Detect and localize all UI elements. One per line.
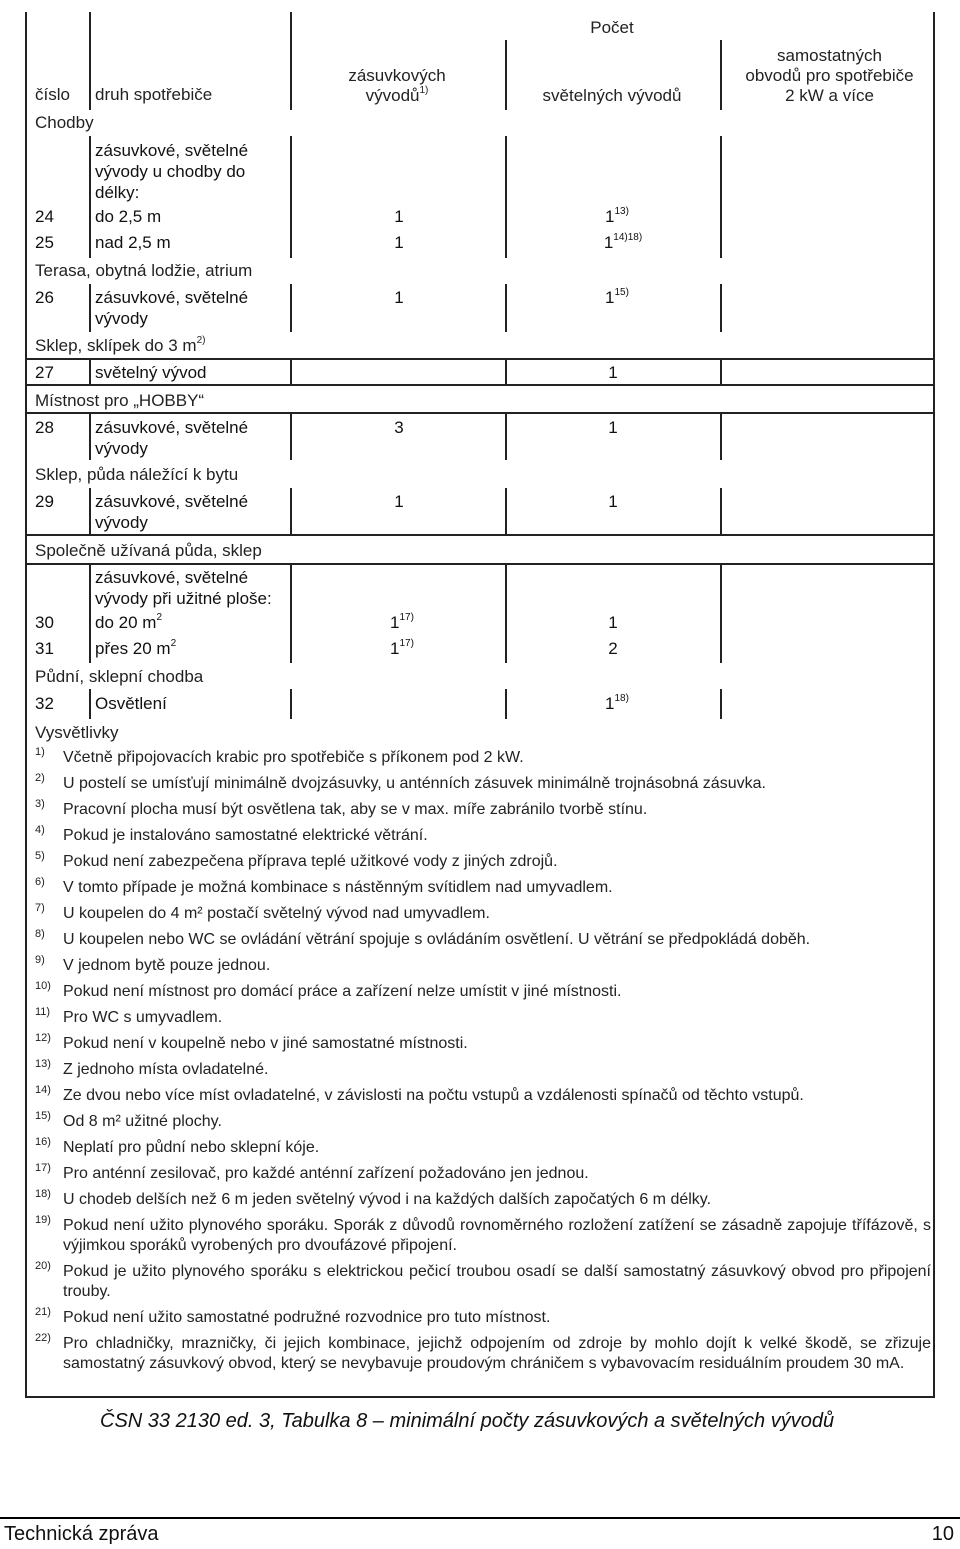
section-chodby: Chodby xyxy=(35,113,94,132)
col-divider xyxy=(505,284,507,332)
row-28-number: 28 xyxy=(35,418,54,437)
note-number: 18) xyxy=(35,1188,51,1200)
header-cislo: číslo xyxy=(35,85,70,104)
note-number: 7) xyxy=(35,902,45,914)
header-zasuvkovych-line2 xyxy=(327,86,467,106)
row-divider xyxy=(27,358,933,360)
col-divider xyxy=(505,136,507,258)
row-24-svetelne xyxy=(597,206,637,227)
note-text: V tomto případe je možná kombinace s nástěnným svítidlem nad umyvadlem. xyxy=(63,879,613,896)
spolecne-intro: zásuvkové, světelné vývody při užitné ploše: xyxy=(95,568,272,608)
col-divider xyxy=(505,358,507,384)
row-30-desc-text: do 20 m xyxy=(95,613,157,632)
note-text: Od 8 m² užitné plochy. xyxy=(63,1113,222,1130)
note-text: Pokud není užito samostatné podružné rozvodnice pro tuto místnost. xyxy=(63,1309,551,1326)
row-divider xyxy=(27,412,933,414)
row-31-zasuvkove-value: 1 xyxy=(390,639,400,658)
row-26-number: 26 xyxy=(35,288,54,307)
chodby-intro: zásuvkové, světelné vývody u chodby do délky: xyxy=(95,141,249,202)
note-number: 12) xyxy=(35,1032,51,1044)
col-divider xyxy=(505,412,507,460)
note-number: 1) xyxy=(35,746,45,758)
header-samostatnych-3: 2 kW a více xyxy=(785,86,874,105)
row-divider xyxy=(27,534,933,536)
row-30-number: 30 xyxy=(35,613,54,632)
page-number: 10 xyxy=(931,1523,954,1545)
row-30-zasuvkove xyxy=(382,612,422,633)
col-divider xyxy=(505,563,507,663)
col-divider xyxy=(89,358,91,384)
note-text: V jednom bytě pouze jednou. xyxy=(63,957,271,974)
header-zasuvkovych-line1: zásuvkových xyxy=(348,66,446,85)
col-divider xyxy=(720,284,722,332)
row-31-svetelne: 2 xyxy=(608,639,618,658)
note-text: Pokud není užito plynového sporáku. Sporák z důvodů rovnoměrného rozložení zatížení se zásadně zapojuje třífázově, s výjimkou sporáků vyrobených pro dvoufázové připojení. xyxy=(63,1217,931,1254)
row-29-desc: zásuvkové, světelné vývody xyxy=(95,492,249,532)
note-text: Pokud není zabezpečena příprava teplé užitkové vody z jiných zdrojů. xyxy=(63,853,558,870)
col-divider xyxy=(89,12,91,110)
row-24-zasuvkove: 1 xyxy=(394,207,404,226)
row-28-desc: zásuvkové, světelné vývody xyxy=(95,418,249,458)
row-31-desc xyxy=(95,638,291,659)
row-32-number: 32 xyxy=(35,694,54,713)
col-divider xyxy=(89,488,91,534)
note-text: U koupelen nebo WC se ovládání větrání spojuje s ovládáním osvětlení. U větrání se předpokládá doběh. xyxy=(63,931,811,948)
section-pudni: Půdní, sklepní chodba xyxy=(35,667,204,686)
row-divider xyxy=(27,384,933,386)
row-27-desc: světelný vývod xyxy=(95,363,207,382)
note-text: Pokud je užito plynového sporáku s elektrickou pečicí troubou osadí se další samostatný zásuvkový obvod pro připojení trouby. xyxy=(63,1263,931,1300)
header-samostatnych xyxy=(727,46,932,106)
header-druh: druh spotřebiče xyxy=(95,85,213,104)
row-25-zasuvkove: 1 xyxy=(394,233,404,252)
col-divider xyxy=(89,284,91,332)
row-32-desc: Osvětlení xyxy=(95,694,167,713)
row-30-svetelne: 1 xyxy=(608,613,618,632)
col-divider xyxy=(720,689,722,719)
requirements-table xyxy=(25,12,935,1398)
row-29-zasuvkove: 1 xyxy=(394,492,404,511)
row-27-number: 27 xyxy=(35,363,54,382)
col-divider xyxy=(720,488,722,534)
row-25-svetelne-sup: 14)18) xyxy=(613,232,643,243)
row-26-svetelne-sup: 15) xyxy=(614,287,629,298)
section-spolecne: Společně užívaná půda, sklep xyxy=(35,541,262,560)
header-pocet: Počet xyxy=(590,18,634,37)
note-number: 22) xyxy=(35,1332,51,1344)
row-25-svetelne xyxy=(593,232,653,253)
col-divider xyxy=(89,689,91,719)
row-24-svetelne-value: 1 xyxy=(605,207,615,226)
note-number: 4) xyxy=(35,824,45,836)
row-32-svetelne-value: 1 xyxy=(605,694,615,713)
note-number: 5) xyxy=(35,850,45,862)
header-samostatnych-2: obvodů pro spotřebiče xyxy=(745,66,914,85)
row-26-svetelne-value: 1 xyxy=(605,288,615,307)
note-text: Pokud je instalováno samostatné elektrické větrání. xyxy=(63,827,428,844)
note-number: 9) xyxy=(35,954,45,966)
col-divider xyxy=(720,40,722,110)
footer-title: Technická zpráva xyxy=(4,1523,159,1545)
row-29-number: 29 xyxy=(35,492,54,511)
row-31-desc-text: přes 20 m xyxy=(95,639,171,658)
section-terasa: Terasa, obytná lodžie, atrium xyxy=(35,261,253,280)
note-number: 11) xyxy=(35,1006,51,1018)
row-26-svetelne xyxy=(597,287,637,308)
row-31-zasuvkove-sup: 17) xyxy=(399,638,414,649)
header-svetelnych: světelných vývodů xyxy=(542,86,682,105)
note-text: Včetně připojovacích krabic pro spotřebiče s příkonem pod 2 kW. xyxy=(63,749,524,766)
note-number: 15) xyxy=(35,1110,51,1122)
section-sklep-sup: 2) xyxy=(196,335,206,346)
note-number: 16) xyxy=(35,1136,51,1148)
note-number: 8) xyxy=(35,928,45,940)
section-puda: Sklep, půda náležící k bytu xyxy=(35,465,239,484)
header-zasuvkovych xyxy=(327,66,467,106)
row-32-svetelne-sup: 18) xyxy=(614,693,629,704)
note-text: Neplatí pro půdní nebo sklepní kóje. xyxy=(63,1139,320,1156)
col-divider xyxy=(505,689,507,719)
row-30-desc-sup: 2 xyxy=(156,612,162,623)
note-number: 2) xyxy=(35,772,45,784)
row-31-zasuvkove xyxy=(382,638,422,659)
row-32-svetelne xyxy=(597,693,637,714)
note-text: Pro anténní zesilovač, pro každé anténní zařízení požadováno jen jednou. xyxy=(63,1165,589,1182)
note-number: 13) xyxy=(35,1058,51,1070)
row-30-zasuvkove-value: 1 xyxy=(390,613,400,632)
note-number: 17) xyxy=(35,1162,51,1174)
row-24-number: 24 xyxy=(35,207,54,226)
note-text: Z jednoho místa ovladatelné. xyxy=(63,1061,269,1078)
note-number: 6) xyxy=(35,876,45,888)
row-31-desc-sup: 2 xyxy=(170,638,177,649)
table-caption: ČSN 33 2130 ed. 3, Tabulka 8 – minimální počty zásuvkových a světelných vývodů xyxy=(100,1410,835,1432)
footer-divider xyxy=(0,1517,960,1519)
row-24-desc: do 2,5 m xyxy=(95,207,162,226)
row-31-number: 31 xyxy=(35,639,54,658)
row-28-svetelne: 1 xyxy=(608,418,618,437)
col-divider xyxy=(89,136,91,258)
col-divider xyxy=(89,563,91,663)
row-divider xyxy=(27,563,933,565)
row-24-svetelne-sup: 13) xyxy=(614,206,629,217)
section-hobby: Místnost pro „HOBBY“ xyxy=(35,391,205,410)
section-sklep-text: Sklep, sklípek do 3 m xyxy=(35,336,197,355)
note-number: 14) xyxy=(35,1084,51,1096)
note-number: 3) xyxy=(35,798,45,810)
row-25-svetelne-value: 1 xyxy=(603,233,614,252)
notes-title: Vysvětlivky xyxy=(35,723,119,742)
note-text: Pokud není místnost pro domácí práce a zařízení nelze umístit v jiné místnosti. xyxy=(63,983,622,1000)
header-vyvodu-sup: 1) xyxy=(419,85,429,96)
note-text: U koupelen do 4 m² postačí světelný vývod nad umyvadlem. xyxy=(63,905,490,922)
col-divider xyxy=(720,563,722,663)
col-divider xyxy=(720,412,722,460)
note-text: U postelí se umísťují minimálně dvojzásuvky, u anténních zásuvek minimálně trojnásobná zásuvka. xyxy=(63,775,766,792)
header-vyvodu: vývodů xyxy=(365,86,420,105)
note-number: 19) xyxy=(35,1214,51,1226)
col-divider xyxy=(720,136,722,258)
row-26-desc: zásuvkové, světelné vývody xyxy=(95,288,249,328)
col-divider xyxy=(720,358,722,384)
note-text: Pracovní plocha musí být osvětlena tak, aby se v max. míře zabránilo tvorbě stínu. xyxy=(63,801,648,818)
row-27-svetelne: 1 xyxy=(608,363,618,382)
row-30-desc xyxy=(95,612,291,633)
note-text: Pro chladničky, mrazničky, či jejich kombinace, jejichž odpojením od zdroje by mohlo dojít k velké škodě, se zřizuje samostatný zásuvkový obvod, který se nevybavuje proudovým chráničem s vybavovacím residuálním proudem 30 mA. xyxy=(63,1335,931,1372)
note-number: 10) xyxy=(35,980,51,992)
row-25-number: 25 xyxy=(35,233,54,252)
col-divider xyxy=(89,412,91,460)
note-text: Pokud není v koupelně nebo v jiné samostatné místnosti. xyxy=(63,1035,468,1052)
row-26-zasuvkove: 1 xyxy=(394,288,404,307)
header-samostatnych-1: samostatných xyxy=(777,46,882,65)
col-divider xyxy=(505,488,507,534)
row-28-zasuvkove: 3 xyxy=(394,418,404,437)
row-29-svetelne: 1 xyxy=(608,492,618,511)
section-sklep xyxy=(35,335,205,356)
note-text: Ze dvou nebo více míst ovladatelné, v závislosti na počtu vstupů a vzdálenosti spínačů od těchto vstupů. xyxy=(63,1087,804,1104)
col-divider xyxy=(290,12,292,110)
row-25-desc: nad 2,5 m xyxy=(95,233,171,252)
note-text: U chodeb delších než 6 m jeden světelný vývod i na každých dalších započatých 6 m délky. xyxy=(63,1191,712,1208)
note-text: Pro WC s umyvadlem. xyxy=(63,1009,223,1026)
note-number: 20) xyxy=(35,1260,51,1272)
row-30-zasuvkove-sup: 17) xyxy=(399,612,414,623)
col-divider xyxy=(505,40,507,110)
note-number: 21) xyxy=(35,1306,51,1318)
